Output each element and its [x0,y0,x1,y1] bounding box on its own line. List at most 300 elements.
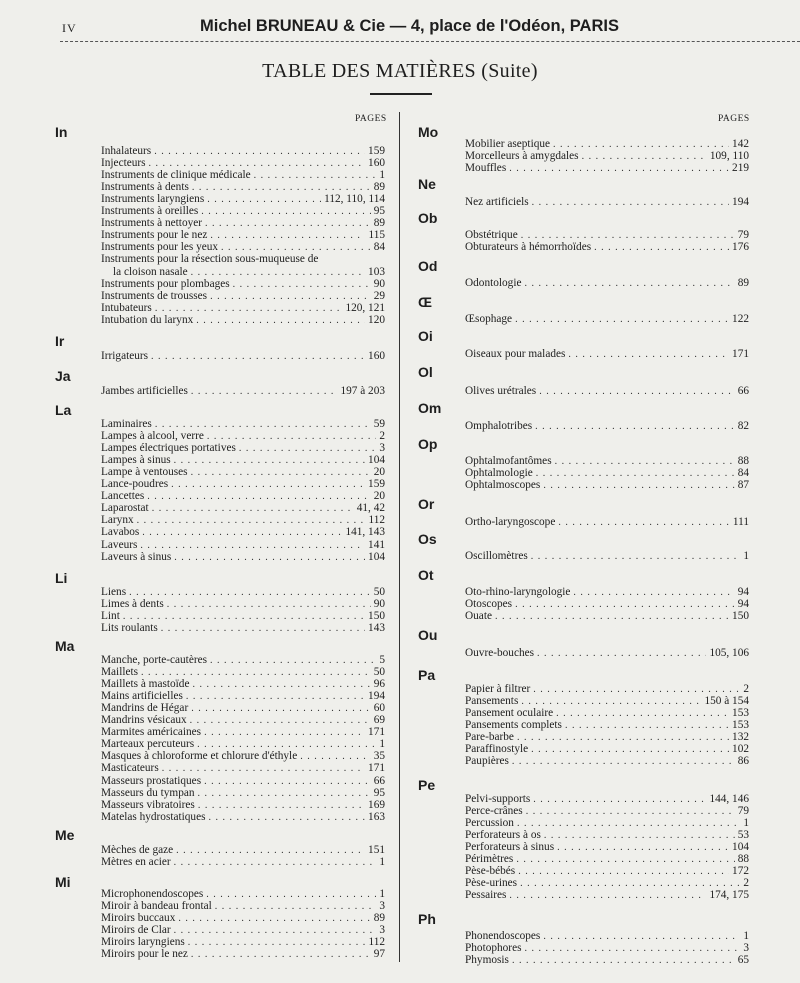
index-entry [101,169,385,181]
index-entry [101,738,385,750]
leader-dots [174,857,377,869]
entry-label: Ouvre-bouches [465,647,535,659]
entry-page-number: 1 [379,169,385,182]
index-entry [465,196,749,208]
entry-page-number: 96 [373,678,385,691]
index-entry [101,856,385,868]
entry-page-number: 109, 110 [709,150,749,163]
index-entry [465,719,749,731]
entry-page-number: 2 [743,877,749,890]
section-letter-heading: Ir [55,333,65,349]
index-entry [101,454,385,466]
index-entry [101,948,385,960]
entry-page-number: 84 [737,467,749,480]
entry-label: Nez artificiels [465,196,529,208]
entry-page-number: 144, 146 [709,793,749,805]
entry-page-number: 141, 143 [345,526,385,539]
index-entry [465,853,749,865]
entry-label: Morcelleurs à amygdales [465,150,579,163]
index-entry [101,266,385,278]
entry-page-number: 90 [373,277,385,290]
leader-dots [535,421,735,433]
entry-page-number: 150 [368,610,385,623]
entry-page-number: 50 [373,666,385,679]
entry-label: Marmites américaines [101,726,202,739]
index-entry [465,755,749,767]
entry-label: Instruments pour la résection sous-muqueuse de [101,253,319,266]
entry-label: Maillets à mastoïde [101,678,190,691]
index-entry [465,229,749,241]
leader-dots [196,315,365,327]
entry-page-number: 120, 121 [345,301,385,314]
entry-label: Mètres en acier [101,856,171,869]
pages-label-right: PAGES [718,114,750,124]
entry-page-number: 79 [737,805,749,818]
entry-page-number: 104 [368,550,385,563]
section-letter-heading: Li [55,570,68,586]
index-entry [101,714,385,726]
entry-label: Jambes artificielles [101,385,188,397]
index-entry [465,455,749,467]
leader-dots [568,349,729,361]
section-letter-heading: Ja [55,368,71,384]
index-entry [465,550,749,562]
entry-label: Instruments à nettoyer [101,217,203,230]
index-entry [101,205,385,217]
entry-label: Mains artificielles [101,690,183,703]
entry-label: Otoscopes [465,598,513,611]
entry-page-number: 95 [373,205,385,218]
entry-label: Injecteurs [101,157,146,170]
index-entry [101,502,385,514]
entry-label: Pansements complets [465,719,562,732]
entry-label: Lance-poudres [101,478,169,491]
entry-label: Instruments de clinique médicale [101,169,251,182]
entry-label: Instruments à dents [101,181,189,194]
index-entry [465,930,749,942]
entry-page-number: 3 [379,900,385,913]
entry-page-number: 115 [368,229,385,242]
entry-page-number: 66 [737,385,749,397]
index-entry [101,750,385,762]
entry-page-number: 1 [379,888,385,900]
entry-page-number: 150 à 154 [704,695,749,708]
entry-page-number: 1 [743,550,749,562]
entry-page-number: 159 [368,478,385,491]
index-entry [465,385,749,397]
page-title: TABLE DES MATIÈRES (Suite) [262,60,538,82]
entry-page-number: 89 [373,181,385,194]
entry-label: Masseurs vibratoires [101,798,195,811]
entry-page-number: 41, 42 [356,502,385,515]
entry-label: Marteaux percuteurs [101,738,195,751]
section-letter-heading: Ne [418,176,436,192]
index-entry [465,479,749,491]
entry-label: Miroirs pour le nez [101,948,188,961]
index-entry [101,762,385,774]
leader-dots [509,890,706,902]
section-letter-heading: La [55,402,72,418]
entry-page-number: 172 [732,865,749,878]
index-entry [101,193,385,205]
entry-label: la cloison nasale [113,265,188,278]
section-letter-heading: Ob [418,210,438,226]
entry-label: Limes à dents [101,598,164,611]
entry-page-number: 151 [368,844,385,856]
entry-label: Ophtalmoscopes [465,479,541,492]
entry-page-number: 84 [373,241,385,254]
leader-dots [531,551,741,563]
entry-label: Omphalotribes [465,420,533,432]
entry-label: Perforateurs à sinus [465,841,555,854]
index-entry [465,707,749,719]
entry-page-number: 102 [732,743,749,756]
entry-label: Mèches de gaze [101,844,174,856]
index-entry [101,418,385,430]
index-entry [465,683,749,695]
index-entry [465,793,749,805]
section-letter-heading: Pe [418,777,436,793]
entry-label: Instruments pour le nez [101,229,208,242]
index-entry [101,290,385,302]
entry-label: Lavabos [101,526,140,539]
index-entry [101,702,385,714]
entry-label: Instruments de trousses [101,289,208,302]
entry-label: Périmètres [465,853,514,866]
entry-label: Maillets [101,666,139,679]
entry-page-number: 194 [368,690,385,703]
index-entry [465,877,749,889]
index-entry [101,666,385,678]
section-letter-heading: Ph [418,911,436,927]
index-entry [465,817,749,829]
entry-page-number: 1 [379,856,385,869]
entry-page-number: 141 [368,538,385,551]
entry-page-number: 159 [368,145,385,157]
index-entry [101,690,385,702]
section-letter-heading: Os [418,531,437,547]
section-letter-heading: Me [55,827,75,843]
entry-page-number: 66 [373,774,385,787]
index-entry [101,936,385,948]
entry-label: Larynx [101,514,134,527]
index-entry [101,466,385,478]
entry-page-number: 94 [737,598,749,611]
entry-page-number: 122 [732,313,749,325]
page-header [0,17,800,39]
entry-label: Pansement oculaire [465,707,554,720]
entry-page-number: 171 [368,726,385,739]
index-entry [465,647,749,659]
entry-label: Phymosis [465,954,509,967]
entry-page-number: 160 [368,157,385,170]
leader-dots [537,648,706,660]
entry-label: Pelvi-supports [465,793,531,805]
publisher-line: Michel BRUNEAU & Cie — 4, place de l'Odéon, PARIS [200,17,619,35]
entry-page-number: 5 [379,654,385,666]
entry-page-number: 112 [368,514,385,527]
leader-dots [512,756,735,768]
section-letter-heading: Od [418,258,438,274]
entry-label: Ouate [465,610,492,623]
leader-dots [558,517,730,529]
entry-page-number: 79 [737,229,749,241]
index-entry [465,241,749,253]
leader-dots [594,242,729,254]
index-entry [465,942,749,954]
index-entry [101,241,385,253]
index-entry [465,610,749,622]
entry-label: Mouffles [465,162,507,175]
index-entry [101,314,385,326]
index-entry [101,775,385,787]
entry-label: Lampe à ventouses [101,466,188,479]
leader-dots [543,480,734,492]
entry-page-number: 112, 110, 114 [324,193,385,206]
entry-page-number: 104 [368,454,385,467]
leader-dots [495,611,729,623]
index-entry [465,865,749,877]
index-entry [465,954,749,966]
entry-label: Mobilier aseptique [465,138,551,150]
index-entry [101,302,385,314]
index-entry [101,181,385,193]
entry-label: Laparostat [101,502,149,515]
section-letter-heading: Ma [55,638,75,654]
entry-label: Ophtalmofantômes [465,455,552,467]
entry-page-number: 142 [732,138,749,150]
entry-label: Irrigateurs [101,350,149,362]
entry-page-number: 3 [743,942,749,955]
entry-label: Percussion [465,817,514,830]
index-entry [465,313,749,325]
index-entry [465,805,749,817]
index-entry [101,912,385,924]
entry-label: Œsophage [465,313,513,325]
leader-dots [191,386,338,398]
index-entry [101,278,385,290]
entry-page-number: 20 [373,466,385,479]
section-letter-heading: Mo [418,124,439,140]
entry-label: Lampes à alcool, verre [101,430,204,443]
entry-label: Miroirs buccaux [101,912,176,925]
leader-dots [512,955,735,967]
leader-dots [515,314,729,326]
entry-label: Masseurs du tympan [101,786,195,799]
index-entry [465,348,749,360]
entry-page-number: 60 [373,702,385,715]
entry-label: Microphonendoscopes [101,888,204,900]
header-rule [60,41,800,42]
section-letter-heading: Om [418,400,442,416]
entry-label: Photophores [465,942,522,955]
entry-label: Perforateurs à os [465,829,541,842]
leader-dots [524,278,734,290]
entry-page-number: 95 [373,786,385,799]
entry-label: Instruments laryngiens [101,193,205,206]
entry-page-number: 69 [373,714,385,727]
index-entry [101,430,385,442]
entry-label: Oiseaux pour malades [465,348,566,360]
index-entry [465,277,749,289]
entry-label: Intubation du larynx [101,313,194,326]
index-entry [101,490,385,502]
entry-label: Pèse-urines [465,877,518,890]
entry-label: Manche, porte-cautères [101,654,208,666]
entry-page-number: 94 [737,586,749,598]
entry-label: Masseurs prostatiques [101,774,202,787]
entry-page-number: 3 [379,442,385,455]
index-entry [101,622,385,634]
index-entry [101,385,385,397]
index-entry [465,516,749,528]
leader-dots [151,351,365,363]
entry-page-number: 163 [368,810,385,823]
entry-page-number: 174, 175 [709,889,749,902]
entry-label: Matelas hydrostatiques [101,810,206,823]
entry-page-number: 197 à 203 [340,385,385,397]
section-letter-heading: Oi [418,328,433,344]
index-entry [465,841,749,853]
index-entry [101,586,385,598]
section-letter-heading: Ol [418,364,433,380]
index-entry [101,900,385,912]
leader-dots [208,812,365,824]
index-entry [101,678,385,690]
index-entry [465,695,749,707]
index-entry [101,551,385,563]
index-entry [465,467,749,479]
section-letter-heading: Œ [418,294,432,310]
leader-dots [161,623,365,635]
section-letter-heading: Op [418,436,438,452]
entry-label: Paupières [465,755,509,768]
entry-page-number: 90 [373,598,385,611]
leader-dots [191,949,371,961]
index-entry [465,138,749,150]
index-entry [465,420,749,432]
entry-label: Olives urétrales [465,385,537,397]
entry-label: Lancettes [101,490,145,503]
entry-label: Laveurs [101,538,138,551]
entry-label: Perce-crânes [465,805,523,818]
leader-dots [539,386,734,398]
entry-page-number: 35 [373,750,385,763]
section-letter-heading: Ou [418,627,438,643]
entry-label: Miroir à bandeau frontal [101,900,212,913]
entry-label: Masticateurs [101,762,159,775]
entry-page-number: 150 [732,610,749,623]
pages-label-left: PAGES [355,114,387,124]
index-entry [101,514,385,526]
entry-label: Obstétrique [465,229,518,241]
index-entry [465,889,749,901]
entry-page-number: 82 [737,420,749,432]
entry-page-number: 171 [732,348,749,360]
entry-page-number: 160 [368,350,385,362]
entry-page-number: 2 [379,430,385,443]
entry-page-number: 104 [732,841,749,854]
entry-page-number: 89 [737,277,749,289]
index-entry [101,229,385,241]
entry-page-number: 171 [368,762,385,775]
entry-page-number: 111 [732,516,749,528]
entry-page-number: 89 [373,912,385,925]
index-entry [101,924,385,936]
entry-label: Phonendoscopes [465,930,541,942]
index-entry [101,526,385,538]
entry-page-number: 3 [379,924,385,937]
entry-label: Lint [101,610,120,623]
entry-page-number: 53 [737,829,749,842]
section-letter-heading: Mi [55,874,71,890]
index-entry [101,610,385,622]
index-entry [101,157,385,169]
index-entry [465,743,749,755]
entry-label: Oscillomètres [465,550,528,562]
index-entry [465,150,749,162]
index-entry [101,787,385,799]
entry-page-number: 20 [373,490,385,503]
entry-label: Inhalateurs [101,145,152,157]
entry-page-number: 120 [368,313,385,326]
title-underline [370,93,432,95]
entry-label: Pansements [465,695,519,708]
leader-dots [532,197,729,209]
entry-page-number: 88 [737,455,749,467]
index-entry [101,598,385,610]
section-letter-heading: In [55,124,68,140]
column-separator [399,112,400,962]
section-letter-heading: Or [418,496,435,512]
entry-page-number: 103 [368,265,385,278]
entry-page-number: 112 [368,936,385,949]
entry-label: Pèse-bébés [465,865,516,878]
section-letter-heading: Ot [418,567,434,583]
index-entry [101,844,385,856]
index-entry [465,598,749,610]
entry-label: Intubateurs [101,301,152,314]
entry-page-number: 1 [743,930,749,942]
entry-page-number: 1 [379,738,385,751]
entry-page-number: 143 [368,622,385,635]
entry-page-number: 86 [737,755,749,768]
entry-label: Miroirs de Clar [101,924,171,937]
entry-label: Lampes à sinus [101,454,171,467]
entry-label: Miroirs laryngiens [101,936,185,949]
entry-page-number: 105, 106 [709,647,749,659]
entry-page-number: 194 [732,196,749,208]
entry-label: Lits roulants [101,622,158,635]
entry-page-number: 29 [373,289,385,302]
entry-page-number: 1 [743,817,749,830]
entry-page-number: 87 [737,479,749,492]
entry-label: Papier à filtrer [465,683,531,695]
section-letter-heading: Pa [418,667,436,683]
entry-label: Oto-rhino-laryngologie [465,586,571,598]
index-entry [465,829,749,841]
entry-label: Pessaires [465,889,507,902]
index-entry [101,811,385,823]
entry-label: Ophtalmologie [465,467,533,480]
index-entry [101,253,385,265]
entry-page-number: 153 [732,719,749,732]
index-entry [101,350,385,362]
entry-label: Ortho-laryngoscope [465,516,556,528]
index-entry [101,145,385,157]
entry-label: Mandrins vésicaux [101,714,187,727]
entry-label: Instruments à oreilles [101,205,199,218]
